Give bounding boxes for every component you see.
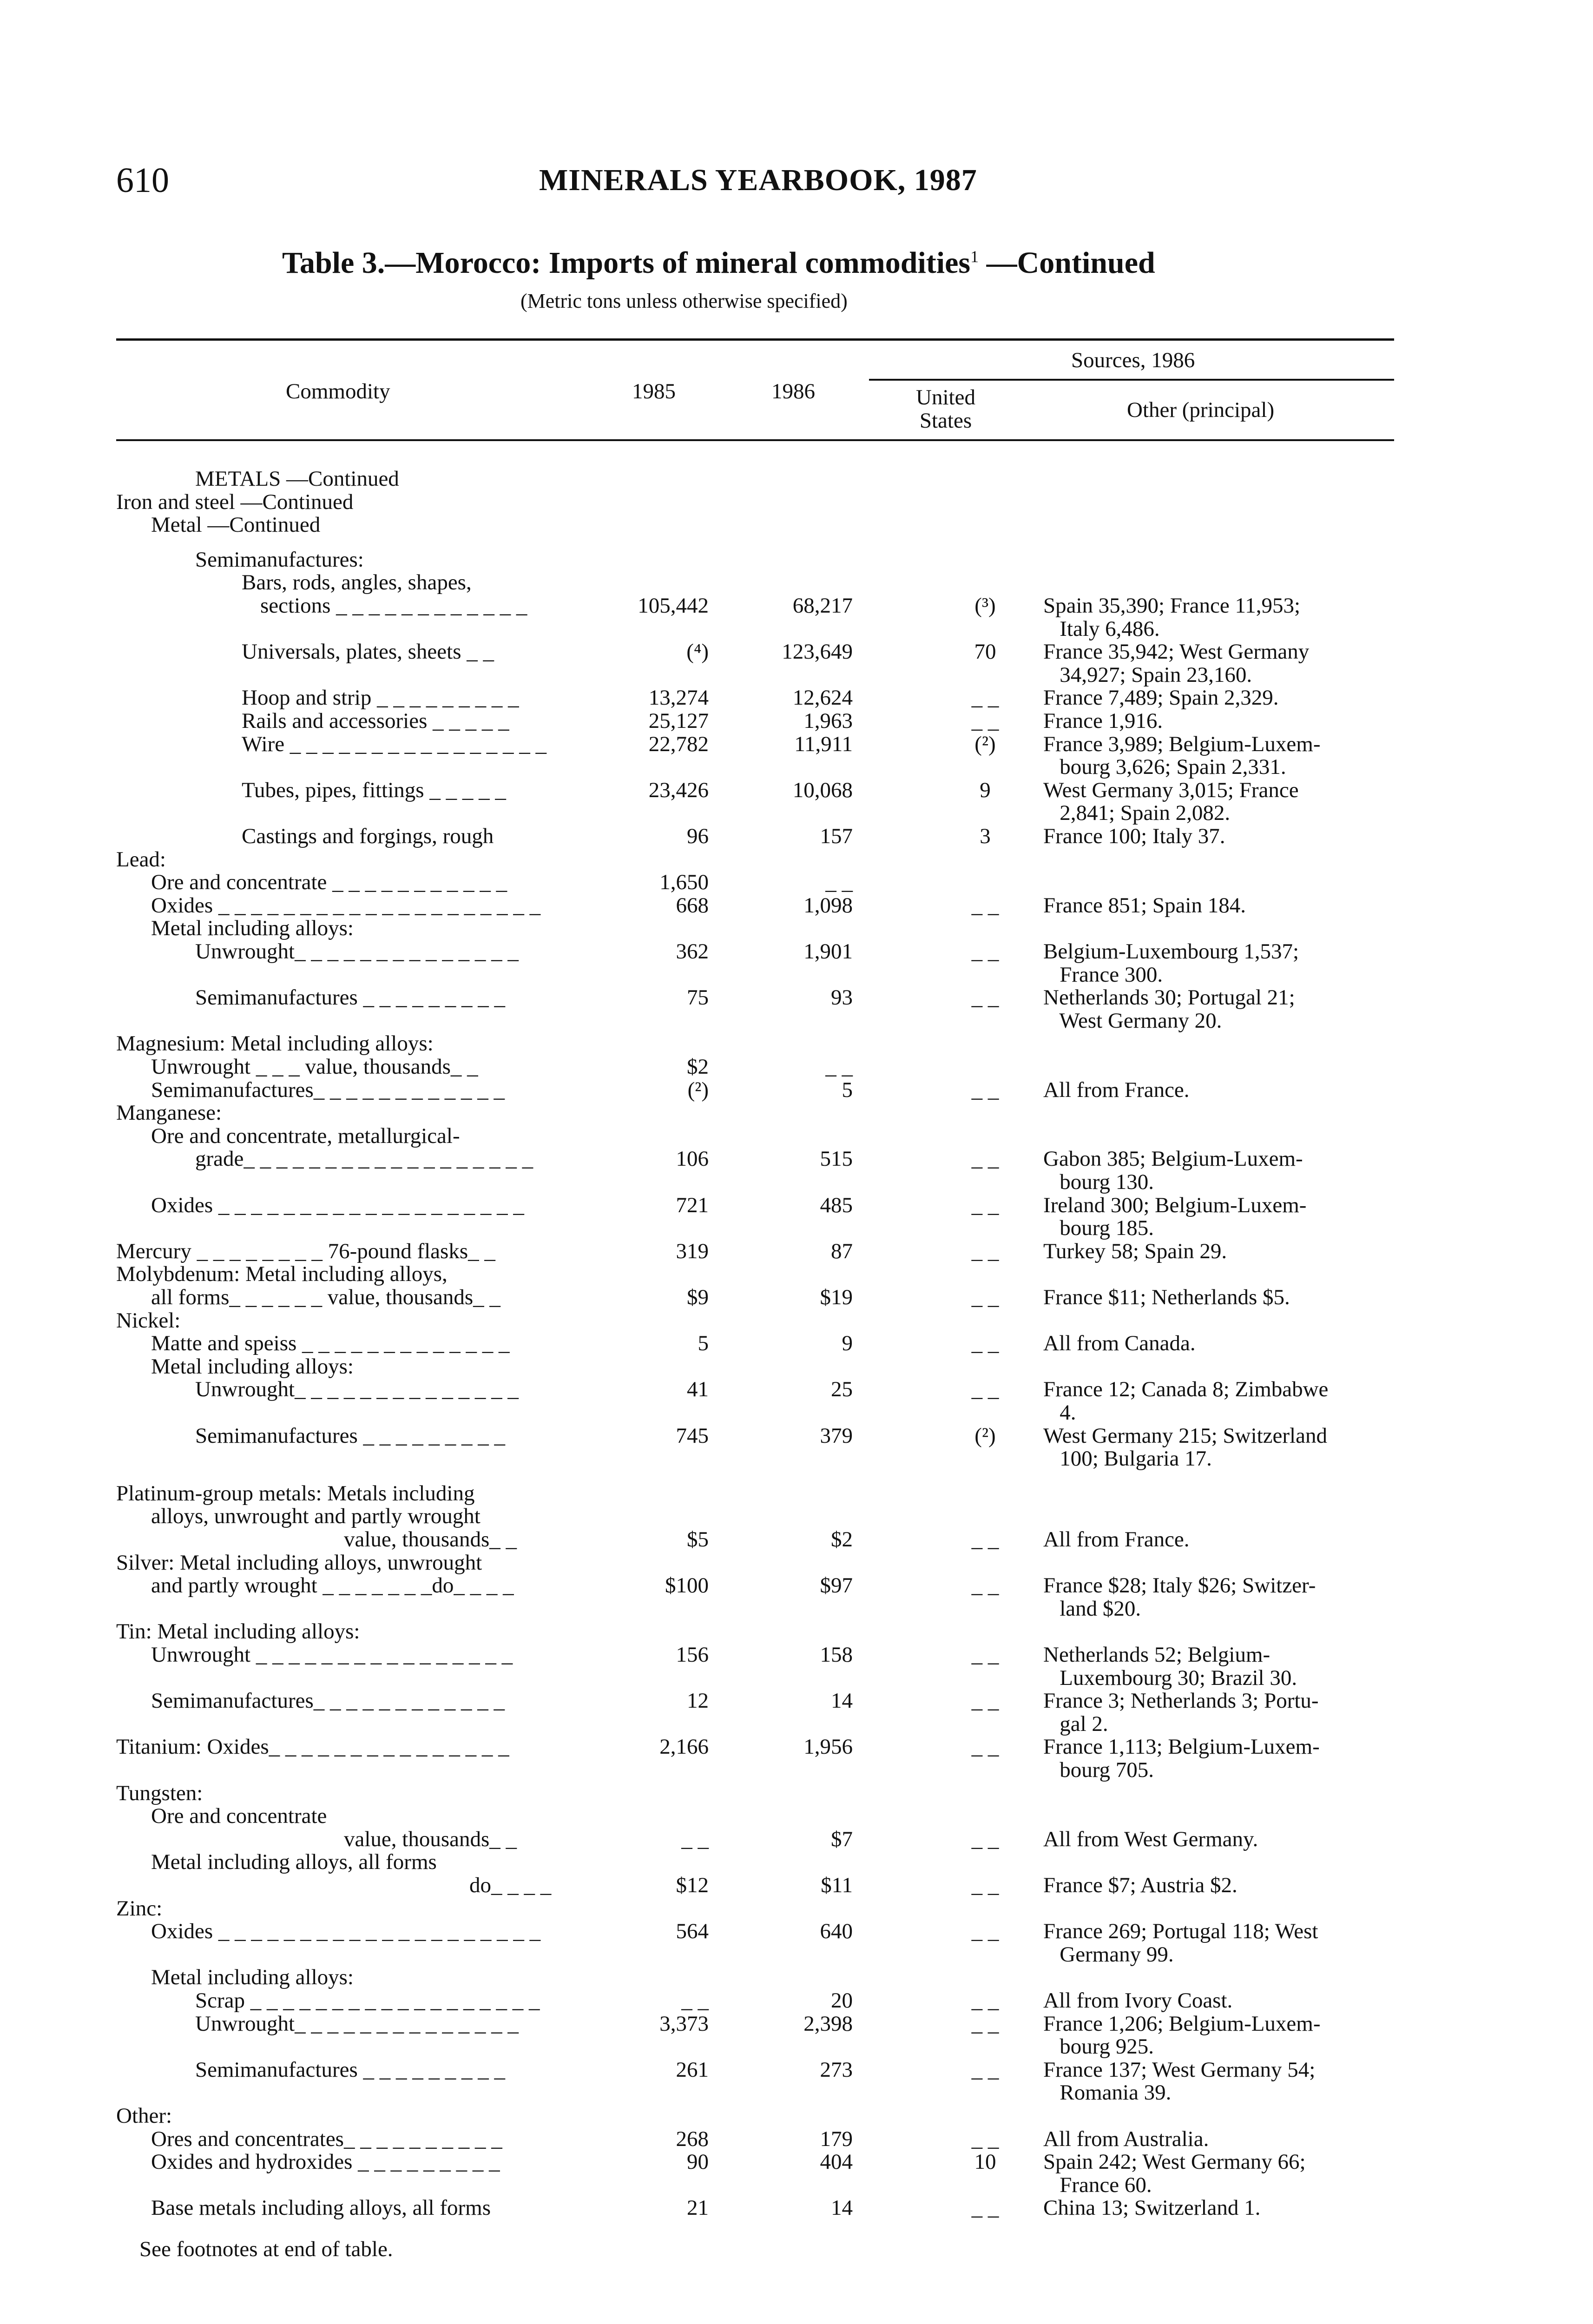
- header-united-line: United: [916, 385, 975, 409]
- other-sources-cell: France 35,942; West Germany: [1043, 640, 1310, 664]
- commodity-cell: Oxides _ _ _ _ _ _ _ _ _ _ _ _ _ _ _ _ _ _ _: [151, 1193, 524, 1217]
- commodity-cell: all forms_ _ _ _ _ _ value, thousands_ _: [151, 1285, 500, 1309]
- other-sources-cell: bourg 185.: [1043, 1216, 1154, 1241]
- value-1985-cell: (⁴): [686, 640, 709, 664]
- commodity-cell: sections _ _ _ _ _ _ _ _ _ _ _ _: [260, 594, 527, 618]
- united-states-cell: _ _: [971, 1988, 999, 2013]
- other-sources-cell: France 1,916.: [1043, 709, 1163, 733]
- commodity-cell: alloys, unwrought and partly wrought: [151, 1504, 481, 1529]
- other-sources-cell: West Germany 3,015; France: [1043, 778, 1299, 802]
- united-states-cell: _ _: [971, 1873, 999, 1897]
- commodity-cell: Semimanufactures_ _ _ _ _ _ _ _ _ _ _ _: [151, 1077, 505, 1102]
- header-other: Other (principal): [1127, 398, 1275, 422]
- other-sources-cell: All from Australia.: [1043, 2126, 1209, 2151]
- commodity-cell: Ore and concentrate, metallurgical-: [151, 1123, 460, 1148]
- other-sources-cell: France 300.: [1043, 962, 1163, 987]
- header-commodity: Commodity: [286, 379, 390, 403]
- commodity-cell: Semimanufactures:: [195, 547, 364, 572]
- value-1986-cell: 640: [820, 1919, 853, 1944]
- value-1986-cell: 157: [820, 824, 853, 848]
- table-title-text: Table 3.—Morocco: Imports of mineral commodities: [282, 246, 971, 280]
- other-sources-cell: France 851; Spain 184.: [1043, 893, 1246, 918]
- united-states-cell: _ _: [971, 2196, 999, 2220]
- other-sources-cell: bourg 3,626; Spain 2,331.: [1043, 755, 1286, 779]
- commodity-cell: Rails and accessories _ _ _ _ _: [242, 709, 509, 733]
- united-states-cell: _ _: [971, 709, 999, 733]
- value-1986-cell: 14: [831, 1689, 853, 1713]
- value-1986-cell: 12,624: [792, 686, 853, 710]
- other-sources-cell: France 1,206; Belgium-Luxem-: [1043, 2011, 1321, 2036]
- value-1985-cell: 5: [698, 1331, 709, 1356]
- commodity-cell: Manganese:: [116, 1101, 222, 1125]
- united-states-cell: _ _: [971, 1735, 999, 1759]
- other-sources-cell: All from West Germany.: [1043, 1827, 1258, 1851]
- commodity-cell: Matte and speiss _ _ _ _ _ _ _ _ _ _ _ _ _: [151, 1331, 510, 1356]
- united-states-cell: 9: [980, 778, 991, 802]
- value-1985-cell: 13,274: [648, 686, 709, 710]
- value-1985-cell: 668: [676, 893, 709, 918]
- other-sources-cell: All from Ivory Coast.: [1043, 1988, 1233, 2013]
- commodity-cell: do_ _ _ _: [469, 1873, 552, 1897]
- commodity-cell: Metal including alloys:: [151, 1354, 354, 1379]
- value-1985-cell: 25,127: [648, 709, 709, 733]
- value-1986-cell: 179: [820, 2126, 853, 2151]
- commodity-cell: Unwrought_ _ _ _ _ _ _ _ _ _ _ _ _ _: [195, 939, 519, 964]
- other-sources-cell: Italy 6,486.: [1043, 616, 1160, 641]
- united-states-cell: _ _: [971, 1643, 999, 1667]
- value-1985-cell: $100: [665, 1573, 709, 1598]
- commodity-cell: Unwrought _ _ _ _ _ _ _ _ _ _ _ _ _ _ _ _: [151, 1643, 513, 1667]
- united-states-cell: _ _: [971, 893, 999, 918]
- united-states-cell: 10: [974, 2150, 996, 2174]
- value-1985-cell: $2: [687, 1055, 709, 1079]
- table-title-suffix: —Continued: [979, 246, 1155, 280]
- united-states-cell: _ _: [971, 939, 999, 964]
- other-sources-cell: France 137; West Germany 54;: [1043, 2057, 1316, 2082]
- united-states-cell: _ _: [971, 1077, 999, 1102]
- value-1986-cell: 2,398: [803, 2011, 853, 2036]
- other-sources-cell: France $11; Netherlands $5.: [1043, 1285, 1290, 1309]
- commodity-cell: Base metals including alloys, all forms: [151, 2196, 491, 2220]
- value-1985-cell: 23,426: [648, 778, 709, 802]
- other-sources-cell: bourg 925.: [1043, 2034, 1154, 2059]
- commodity-cell: Lead:: [116, 847, 166, 872]
- united-states-cell: (²): [974, 1423, 996, 1448]
- commodity-cell: Bars, rods, angles, shapes,: [242, 570, 472, 595]
- commodity-cell: Unwrought_ _ _ _ _ _ _ _ _ _ _ _ _ _: [195, 1377, 519, 1402]
- other-sources-cell: Turkey 58; Spain 29.: [1043, 1239, 1227, 1263]
- value-1986-cell: 379: [820, 1423, 853, 1448]
- commodity-cell: Ore and concentrate _ _ _ _ _ _ _ _ _ _ _: [151, 870, 507, 895]
- commodity-cell: Semimanufactures _ _ _ _ _ _ _ _ _: [195, 2057, 506, 2082]
- commodity-cell: METALS —Continued: [195, 467, 399, 491]
- value-1985-cell: 1,650: [659, 870, 709, 895]
- commodity-cell: Ore and concentrate: [151, 1804, 327, 1829]
- footnote-note: See footnotes at end of table.: [139, 2237, 393, 2261]
- commodity-cell: Nickel:: [116, 1308, 181, 1333]
- other-sources-cell: France 100; Italy 37.: [1043, 824, 1225, 848]
- value-1985-cell: 75: [687, 985, 709, 1010]
- other-sources-cell: West Germany 20.: [1043, 1008, 1222, 1033]
- value-1986-cell: _ _: [825, 1055, 853, 1079]
- value-1986-cell: 404: [820, 2150, 853, 2174]
- value-1986-cell: $7: [831, 1827, 853, 1851]
- value-1985-cell: $5: [687, 1527, 709, 1552]
- other-sources-cell: bourg 130.: [1043, 1170, 1154, 1194]
- other-sources-cell: France $7; Austria $2.: [1043, 1873, 1238, 1897]
- value-1986-cell: 10,068: [792, 778, 853, 802]
- value-1985-cell: 362: [676, 939, 709, 964]
- value-1985-cell: 21: [687, 2196, 709, 2220]
- value-1986-cell: 1,901: [803, 939, 853, 964]
- value-1986-cell: _ _: [825, 870, 853, 895]
- commodity-cell: Silver: Metal including alloys, unwrought: [116, 1550, 482, 1575]
- united-states-cell: _ _: [971, 1193, 999, 1217]
- commodity-cell: Metal including alloys:: [151, 916, 354, 941]
- other-sources-cell: land $20.: [1043, 1596, 1141, 1621]
- commodity-cell: Semimanufactures_ _ _ _ _ _ _ _ _ _ _ _: [151, 1689, 505, 1713]
- value-1985-cell: 90: [687, 2150, 709, 2174]
- other-sources-cell: West Germany 215; Switzerland: [1043, 1423, 1327, 1448]
- value-1985-cell: 106: [676, 1147, 709, 1171]
- other-sources-cell: Spain 35,390; France 11,953;: [1043, 594, 1301, 618]
- value-1986-cell: $19: [820, 1285, 853, 1309]
- other-sources-cell: China 13; Switzerland 1.: [1043, 2196, 1261, 2220]
- other-sources-cell: France 1,113; Belgium-Luxem-: [1043, 1735, 1320, 1759]
- commodity-cell: Ores and concentrates_ _ _ _ _ _ _ _ _ _: [151, 2126, 502, 2151]
- header-sources: Sources, 1986: [1071, 348, 1195, 372]
- other-sources-cell: France 3,989; Belgium-Luxem-: [1043, 732, 1321, 756]
- commodity-cell: Tungsten:: [116, 1781, 203, 1805]
- value-1986-cell: $11: [821, 1873, 853, 1897]
- commodity-cell: Tubes, pipes, fittings _ _ _ _ _: [242, 778, 506, 802]
- commodity-cell: Mercury _ _ _ _ _ _ _ _ 76-pound flasks_ _: [116, 1239, 495, 1263]
- value-1985-cell: 156: [676, 1643, 709, 1667]
- value-1985-cell: _ _: [681, 1988, 709, 2013]
- value-1986-cell: 123,649: [782, 640, 853, 664]
- other-sources-cell: France 60.: [1043, 2172, 1152, 2197]
- united-states-cell: _ _: [971, 1827, 999, 1851]
- value-1986-cell: 273: [820, 2057, 853, 2082]
- value-1985-cell: 41: [687, 1377, 709, 1402]
- other-sources-cell: 2,841; Spain 2,082.: [1043, 801, 1231, 825]
- commodity-cell: Castings and forgings, rough: [242, 824, 494, 848]
- commodity-cell: Iron and steel —Continued: [116, 489, 354, 514]
- value-1986-cell: 68,217: [792, 594, 853, 618]
- other-sources-cell: 100; Bulgaria 17.: [1043, 1446, 1212, 1471]
- commodity-cell: value, thousands_ _: [344, 1527, 517, 1552]
- united-states-cell: _ _: [971, 686, 999, 710]
- other-sources-cell: gal 2.: [1043, 1711, 1108, 1736]
- commodity-cell: Semimanufactures _ _ _ _ _ _ _ _ _: [195, 1423, 506, 1448]
- value-1986-cell: 9: [842, 1331, 853, 1356]
- commodity-cell: Magnesium: Metal including alloys:: [116, 1031, 434, 1056]
- united-states-cell: _ _: [971, 1573, 999, 1598]
- other-sources-cell: France 3; Netherlands 3; Portu-: [1043, 1689, 1319, 1713]
- other-sources-cell: Netherlands 52; Belgium-: [1043, 1643, 1270, 1667]
- value-1985-cell: 105,442: [638, 594, 709, 618]
- other-sources-cell: Luxembourg 30; Brazil 30.: [1043, 1665, 1297, 1690]
- header-states-line: States: [919, 409, 972, 433]
- commodity-cell: grade_ _ _ _ _ _ _ _ _ _ _ _ _ _ _ _ _ _: [195, 1147, 533, 1171]
- united-states-cell: _ _: [971, 1919, 999, 1944]
- other-sources-cell: France 269; Portugal 118; West: [1043, 1919, 1318, 1944]
- commodity-cell: Platinum-group metals: Metals including: [116, 1481, 475, 1505]
- other-sources-cell: Belgium-Luxembourg 1,537;: [1043, 939, 1299, 964]
- commodity-cell: value, thousands_ _: [344, 1827, 517, 1851]
- other-sources-cell: France 12; Canada 8; Zimbabwe: [1043, 1377, 1329, 1402]
- value-1986-cell: 485: [820, 1193, 853, 1217]
- value-1986-cell: 14: [831, 2196, 853, 2220]
- value-1985-cell: 564: [676, 1919, 709, 1944]
- commodity-cell: Other:: [116, 2104, 172, 2128]
- table-title-footnote-mark: 1: [970, 247, 979, 266]
- header-1985: 1985: [632, 379, 676, 403]
- commodity-cell: Oxides _ _ _ _ _ _ _ _ _ _ _ _ _ _ _ _ _ _ _ _: [151, 893, 541, 918]
- value-1985-cell: $12: [676, 1873, 709, 1897]
- commodity-cell: Unwrought _ _ _ value, thousands_ _: [151, 1055, 478, 1079]
- page-number: 610: [116, 161, 169, 200]
- table-subtitle: (Metric tons unless otherwise specified): [520, 290, 848, 312]
- commodity-cell: Titanium: Oxides_ _ _ _ _ _ _ _ _ _ _ _ _ _ _: [116, 1735, 509, 1759]
- united-states-cell: 70: [974, 640, 996, 664]
- united-states-cell: _ _: [971, 1239, 999, 1263]
- value-1985-cell: 12: [687, 1689, 709, 1713]
- united-states-cell: _ _: [971, 1527, 999, 1552]
- commodity-cell: Unwrought_ _ _ _ _ _ _ _ _ _ _ _ _ _: [195, 2011, 519, 2036]
- commodity-cell: Molybdenum: Metal including alloys,: [116, 1262, 448, 1287]
- commodity-cell: and partly wrought _ _ _ _ _ _ _do_ _ _ _: [151, 1573, 514, 1598]
- value-1985-cell: 22,782: [648, 732, 709, 756]
- commodity-cell: Metal —Continued: [151, 513, 321, 537]
- commodity-cell: Zinc:: [116, 1896, 163, 1921]
- value-1985-cell: $9: [687, 1285, 709, 1309]
- united-states-cell: _ _: [971, 1285, 999, 1309]
- value-1985-cell: 319: [676, 1239, 709, 1263]
- commodity-cell: Oxides _ _ _ _ _ _ _ _ _ _ _ _ _ _ _ _ _ _ _ _: [151, 1919, 541, 1944]
- value-1986-cell: 5: [842, 1077, 853, 1102]
- united-states-cell: _ _: [971, 985, 999, 1010]
- other-sources-cell: Spain 242; West Germany 66;: [1043, 2150, 1306, 2174]
- commodity-cell: Oxides and hydroxides _ _ _ _ _ _ _ _ _: [151, 2150, 500, 2174]
- commodity-cell: Metal including alloys:: [151, 1965, 354, 1990]
- header-1986: 1986: [771, 379, 815, 403]
- value-1986-cell: $97: [820, 1573, 853, 1598]
- united-states-cell: _ _: [971, 1689, 999, 1713]
- value-1985-cell: 2,166: [659, 1735, 709, 1759]
- other-sources-cell: bourg 705.: [1043, 1758, 1154, 1782]
- value-1985-cell: 96: [687, 824, 709, 848]
- other-sources-cell: Ireland 300; Belgium-Luxem-: [1043, 1193, 1307, 1217]
- value-1986-cell: 11,911: [794, 732, 853, 756]
- commodity-cell: Scrap _ _ _ _ _ _ _ _ _ _ _ _ _ _ _ _ _ _: [195, 1988, 540, 2013]
- other-sources-cell: Gabon 385; Belgium-Luxem-: [1043, 1147, 1303, 1171]
- other-sources-cell: Netherlands 30; Portugal 21;: [1043, 985, 1295, 1010]
- value-1985-cell: 268: [676, 2126, 709, 2151]
- value-1986-cell: 20: [831, 1988, 853, 2013]
- value-1986-cell: 87: [831, 1239, 853, 1263]
- value-1985-cell: 721: [676, 1193, 709, 1217]
- other-sources-cell: Romania 39.: [1043, 2080, 1172, 2105]
- value-1985-cell: _ _: [681, 1827, 709, 1851]
- other-sources-cell: France 7,489; Spain 2,329.: [1043, 686, 1279, 710]
- other-sources-cell: All from Canada.: [1043, 1331, 1196, 1356]
- other-sources-cell: Germany 99.: [1043, 1942, 1174, 1967]
- other-sources-cell: 34,927; Spain 23,160.: [1043, 662, 1252, 687]
- commodity-cell: Hoop and strip _ _ _ _ _ _ _ _ _: [242, 686, 519, 710]
- value-1986-cell: 1,963: [803, 709, 853, 733]
- commodity-cell: Wire _ _ _ _ _ _ _ _ _ _ _ _ _ _ _ _: [242, 732, 547, 756]
- united-states-cell: (³): [974, 594, 996, 618]
- commodity-cell: Universals, plates, sheets _ _: [242, 640, 494, 664]
- united-states-cell: _ _: [971, 1377, 999, 1402]
- united-states-cell: _ _: [971, 1331, 999, 1356]
- value-1986-cell: 515: [820, 1147, 853, 1171]
- running-title: MINERALS YEARBOOK, 1987: [539, 163, 977, 197]
- value-1985-cell: 3,373: [659, 2011, 709, 2036]
- value-1986-cell: 25: [831, 1377, 853, 1402]
- other-sources-cell: 4.: [1043, 1400, 1076, 1425]
- united-states-cell: _ _: [971, 2011, 999, 2036]
- other-sources-cell: All from France.: [1043, 1077, 1190, 1102]
- value-1986-cell: 158: [820, 1643, 853, 1667]
- value-1986-cell: 1,956: [803, 1735, 853, 1759]
- other-sources-cell: All from France.: [1043, 1527, 1190, 1552]
- value-1986-cell: $2: [831, 1527, 853, 1552]
- united-states-cell: _ _: [971, 2057, 999, 2082]
- value-1986-cell: 93: [831, 985, 853, 1010]
- united-states-cell: _ _: [971, 2126, 999, 2151]
- united-states-cell: (²): [974, 732, 996, 756]
- commodity-cell: Semimanufactures _ _ _ _ _ _ _ _ _: [195, 985, 506, 1010]
- other-sources-cell: France $28; Italy $26; Switzer-: [1043, 1573, 1316, 1598]
- united-states-cell: _ _: [971, 1147, 999, 1171]
- value-1985-cell: 745: [676, 1423, 709, 1448]
- united-states-cell: 3: [980, 824, 991, 848]
- value-1986-cell: 1,098: [803, 893, 853, 918]
- commodity-cell: Tin: Metal including alloys:: [116, 1619, 360, 1644]
- commodity-cell: Metal including alloys, all forms: [151, 1850, 437, 1875]
- value-1985-cell: (²): [687, 1077, 709, 1102]
- value-1985-cell: 261: [676, 2057, 709, 2082]
